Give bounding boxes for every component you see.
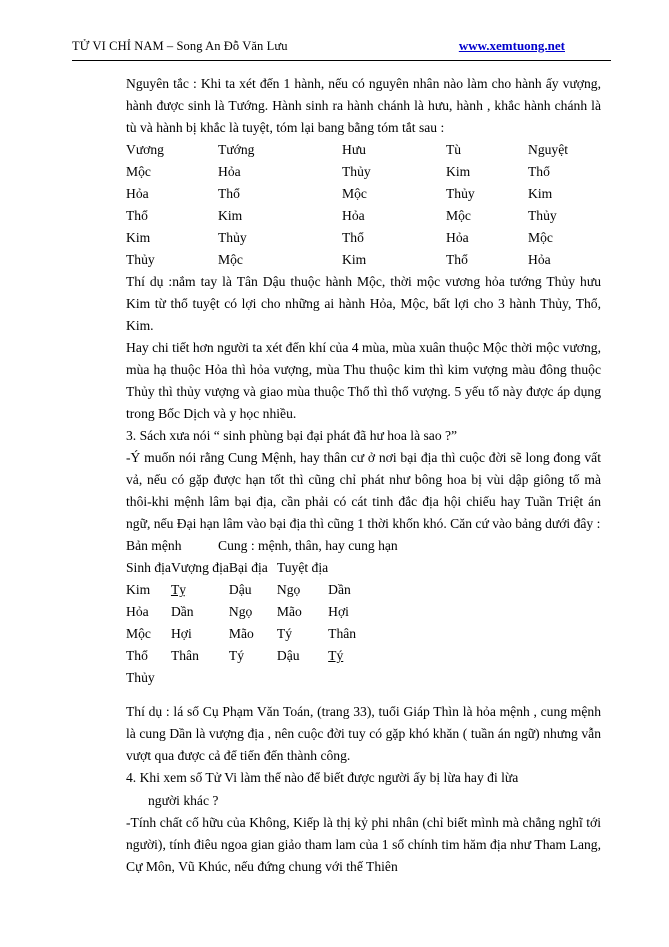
cell: Dần <box>328 582 351 598</box>
cell: Thủy <box>126 252 155 268</box>
table-row <box>126 183 601 205</box>
cell: Kim <box>528 186 553 202</box>
cell: Thân <box>170 648 199 664</box>
col-header-vuong: Vương <box>126 142 164 158</box>
cell: Kim <box>446 164 471 180</box>
col-header-tuong: Tướng <box>218 142 255 158</box>
cell: Thổ <box>218 186 240 202</box>
cell: Ngọ <box>276 582 301 598</box>
table-header-row <box>126 557 601 579</box>
header-title: TỬ VI CHỈ NAM – Song An Đỗ Văn Lưu <box>72 39 288 53</box>
document-body <box>72 73 611 878</box>
cell: Thân <box>328 626 357 642</box>
cell: Thủy <box>126 670 155 686</box>
table-row <box>126 667 601 689</box>
header-divider <box>72 60 611 61</box>
col-header-sinh-dia: Sinh địa <box>126 560 171 576</box>
table-row <box>126 623 601 645</box>
cell <box>277 667 328 689</box>
cell: Mộc <box>446 208 471 224</box>
cell: Mộc <box>528 230 553 246</box>
cell: Dậu <box>228 582 252 598</box>
cell: Hỏa <box>218 164 241 180</box>
cell: Dần <box>170 604 194 620</box>
cell: Tý <box>228 648 245 664</box>
table-row <box>126 249 601 271</box>
table-row <box>126 227 601 249</box>
cell: Kim <box>342 252 367 268</box>
cell: Hợi <box>170 626 192 642</box>
cell: Mão <box>276 604 302 620</box>
cell: Mộc <box>218 252 243 268</box>
cell <box>328 667 601 689</box>
cell: Mão <box>228 626 254 642</box>
cell: Kim <box>218 208 243 224</box>
cell: Dậu <box>276 648 300 664</box>
paragraph-seasons: Hay chi tiết hơn người ta xét đến khí của 4 mùa, mùa xuân thuộc Mộc thời mộc vương, mùa hạ thuộc Hỏa thì hỏa vượng, mùa Thu thuộc kim thì kim vượng màu đông thuộc Thủy thì thủy vượng và giao mùa thuộc Thổ thì thổ vượng. 5 yếu tố này được áp dụng trong Bốc Dịch và y học nhiều. <box>126 340 601 422</box>
cell: Tý <box>276 626 293 642</box>
cell: Thổ <box>126 208 148 224</box>
col-header-blank <box>328 557 601 579</box>
cell: Thổ <box>342 230 364 246</box>
cell: Hợi <box>328 604 349 620</box>
cell: Tỵ <box>170 582 187 598</box>
cell: Mộc <box>342 186 367 202</box>
paragraph-principle: Nguyên tắc : Khi ta xét đến 1 hành, nếu có nguyên nhân nào làm cho hành ấy vượng, hành được sinh là Tướng. Hành sinh ra hành chánh là hưu, hành , khắc hành chánh là tù và hành bị khắc là tuyệt, tóm lại bang bằng tóm tắt sau : <box>126 76 601 136</box>
destiny-locations-table <box>126 557 601 689</box>
table-row <box>126 579 601 601</box>
cell: Thủy <box>528 208 557 224</box>
paragraph-question-4: 4. Khi xem số Tử Vi làm thế nào để biết được người ấy bị lừa hay đi lừa <box>126 770 519 786</box>
table-row <box>126 645 601 667</box>
cell: Thổ <box>446 252 468 268</box>
cell: Hỏa <box>446 230 469 246</box>
cell <box>229 667 277 689</box>
cell: Thổ <box>126 648 148 664</box>
cell: Hỏa <box>528 252 551 268</box>
paragraph-example-1: Thí dụ :nắm tay là Tân Dậu thuộc hành Mộc, thời mộc vương hỏa tướng Thủy hưu Kim từ thổ tuyệt có lợi cho những ai hành Hỏa, Mộc, bất lợi cho 3 hành Thủy, Thổ, Kim. <box>126 274 601 334</box>
table-row <box>126 161 601 183</box>
ban-menh-value: Cung : mệnh, thân, hay cung hạn <box>218 538 398 554</box>
cell: Hỏa <box>342 208 365 224</box>
paragraph-question-3: 3. Sách xưa nói “ sinh phùng bại đại phát đã hư hoa là sao ?” <box>126 428 458 444</box>
header-website-link[interactable]: www.xemtuong.net <box>458 38 565 53</box>
table-header-row <box>126 139 601 161</box>
paragraph-example-2: Thí dụ : lá số Cụ Phạm Văn Toán, (trang 33), tuổi Giáp Thìn là hỏa mệnh , cung mệnh là cung Dần là vượng địa , nên cuộc đời tuy có gặp khó khăn ( tuần án ngữ) nhưng vẫn vượt qua được cả để tiến đến thành công. <box>126 704 601 764</box>
cell: Hỏa <box>126 604 149 620</box>
col-header-bai-dia: Bại địa <box>228 560 268 576</box>
cell: Thổ <box>528 164 550 180</box>
cell: Ngọ <box>228 604 253 620</box>
cell: Thủy <box>218 230 247 246</box>
col-header-vuong-dia: Vượng địa <box>170 560 229 576</box>
col-header-tuyet-dia: Tuyệt địa <box>276 560 329 576</box>
paragraph-gap <box>126 689 601 701</box>
cell: Thủy <box>446 186 475 202</box>
cell: Tý <box>328 648 344 664</box>
col-header-tu: Tù <box>446 142 462 158</box>
cell: Hỏa <box>126 186 149 202</box>
page-header <box>72 38 611 58</box>
table-row <box>126 205 601 227</box>
paragraph-answer-3: -Ý muốn nói rằng Cung Mệnh, hay thân cư ở nơi bại địa thì cuộc đời sẽ long đong vất vả, nếu có gặp được hạn tốt thì cũng chỉ phát như bông hoa bị vùi dập giông tố mà thôi-khi mệnh lâm bại địa, cần phải có cát tinh đắc địa hội chiếu hay Tuần Triệt án ngữ, nếu Đại hạn lâm vào bại địa thì cũng 1 thời khốn khó. Căn cứ vào bảng dưới đây : <box>126 450 601 532</box>
table-row <box>126 601 601 623</box>
cell <box>171 667 229 689</box>
five-elements-table <box>126 139 601 271</box>
ban-menh-label: Bản mệnh <box>126 538 182 554</box>
cell: Kim <box>126 582 151 598</box>
cell: Kim <box>126 230 151 246</box>
ban-menh-row <box>126 535 601 557</box>
col-header-huu: Hưu <box>342 142 366 158</box>
col-header-nguyet: Nguyệt <box>528 142 569 158</box>
paragraph-answer-4: -Tính chất cố hữu của Không, Kiếp là thị kỷ phi nhân (chỉ biết mình mà chẳng nghĩ tới người), tính điêu ngoa gian giảo tham lam của 1 số chính tim hăm địa như Tham Lang, Cự Môn, Vũ Khúc, nếu đứng chung với thế Thiên <box>126 814 601 874</box>
cell: Mộc <box>126 626 151 642</box>
paragraph-question-4-cont: người khác ? <box>148 792 219 808</box>
cell: Thủy <box>342 164 371 180</box>
cell: Mộc <box>126 164 151 180</box>
